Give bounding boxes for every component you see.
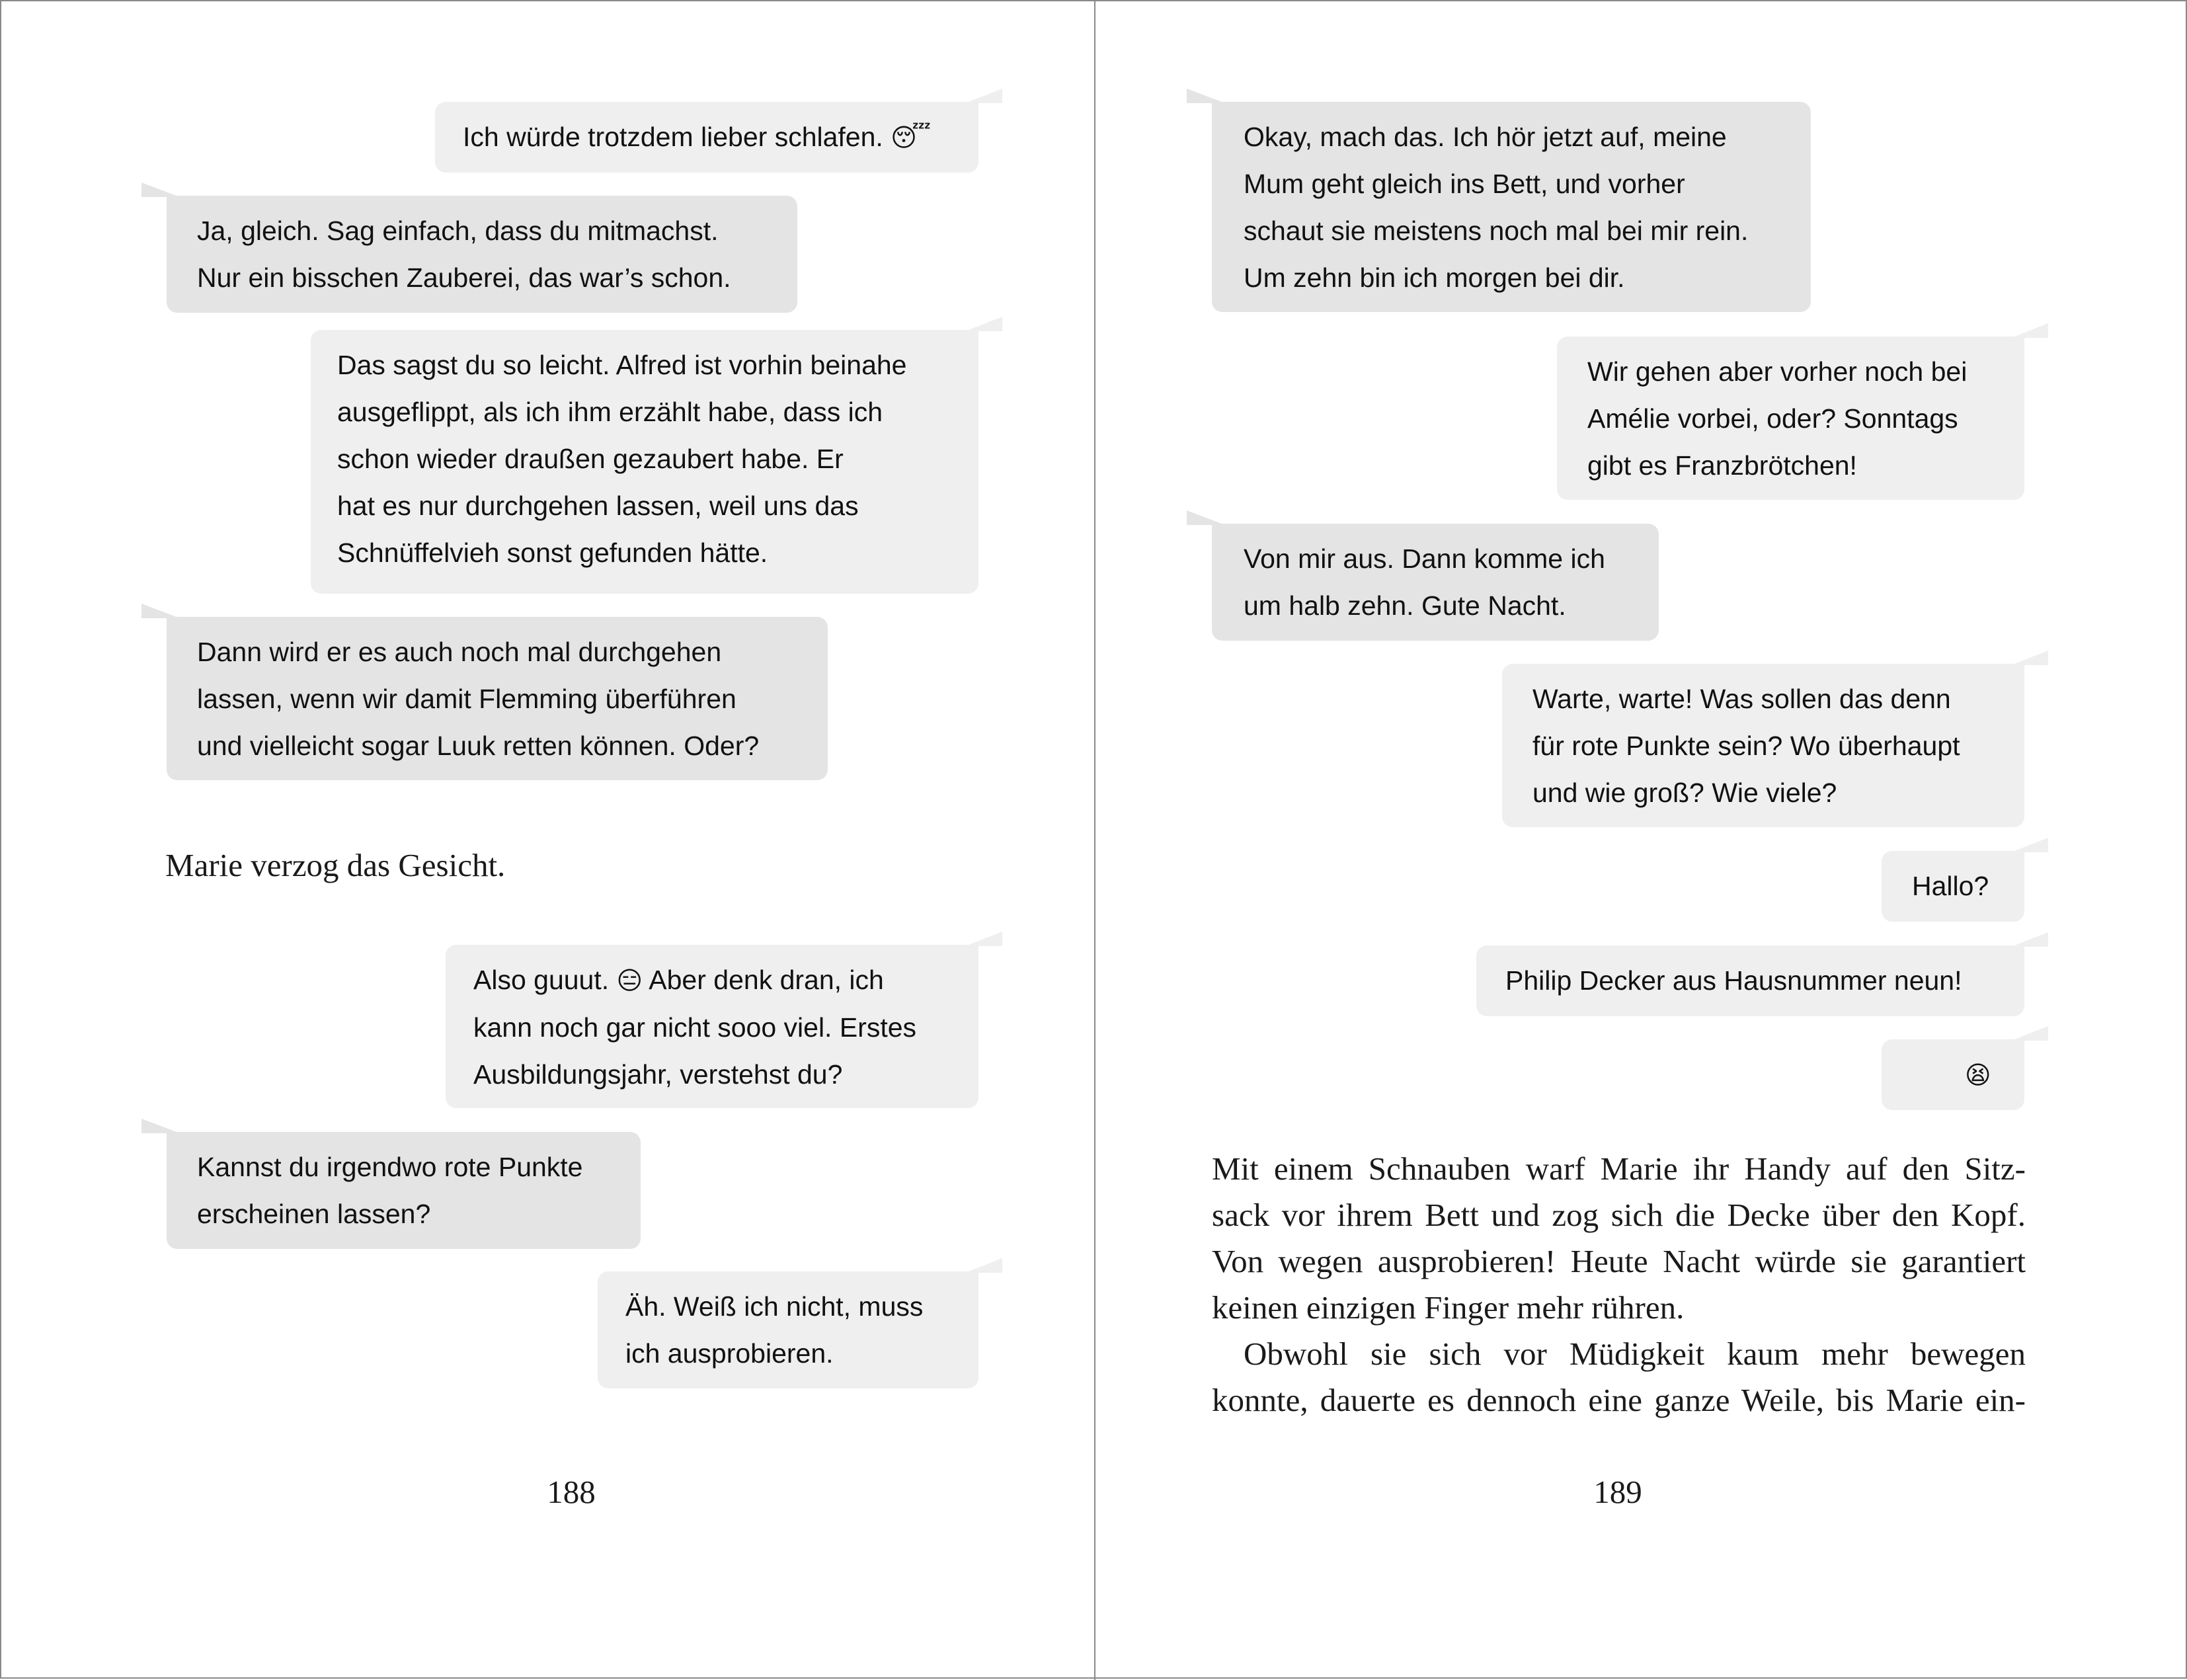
message-text: Hallo?	[1912, 871, 1989, 901]
paragraph	[1212, 1146, 2026, 1285]
chat-bubble-outgoing	[1882, 1039, 2024, 1110]
chat-bubble-incoming	[167, 196, 797, 313]
narration	[165, 842, 826, 889]
message-text: Okay, mach das. Ich hör jetzt auf, meine Mum geht gleich ins Bett, und vorher schaut sie meistens noch mal bei mir rein. Um zehn bin ich morgen bei dir.	[1244, 122, 1749, 293]
message-text: Warte, warte! Was sollen das denn für rote Punkte sein? Wo überhaupt und wie groß? Wie viele?	[1532, 684, 1960, 808]
chat-bubble-outgoing	[1502, 664, 2024, 827]
paragraph-end-line: keinen einzigen Finger mehr rühren.	[1212, 1289, 1685, 1326]
chat-bubble-outgoing	[1476, 945, 2024, 1016]
message-text: Von mir aus. Dann komme ich um halb zehn. Gute Nacht.	[1244, 543, 1605, 621]
chat-bubble-outgoing	[446, 945, 978, 1108]
message-text: Das sagst du so leicht. Alfred ist vorhin beinahe ausgeflippt, als ich ihm erzählt habe, dass ich schon wieder draußen gezaubert habe. Er hat es nur durchgehen lassen, weil uns das Schnüffelvieh sonst gefunden hätte.	[337, 350, 907, 568]
left-page	[1, 1, 1094, 1680]
message-text: Philip Decker aus Hausnummer neun!	[1505, 965, 1962, 996]
chat-bubble-outgoing	[598, 1271, 978, 1388]
sleeping-emoji-icon: 😴	[891, 123, 932, 152]
page-number: 189	[1593, 1474, 1642, 1510]
message-text: Äh. Weiß ich nicht, muss ich ausprobieren.	[625, 1291, 924, 1369]
body-text	[1212, 1146, 2026, 1423]
message-text: Wir gehen aber vorher noch bei Amélie vorbei, oder? Sonntags gibt es Franzbrötchen!	[1587, 356, 1968, 481]
message-text: Also guuut.	[473, 965, 617, 995]
text-line: Mit einem Schnauben warf Marie ihr Handy auf den Sitz-	[1212, 1150, 2026, 1187]
chat-bubble-incoming	[1212, 524, 1659, 641]
chat-bubble-incoming	[167, 617, 828, 780]
text-line: konnte, dauerte es dennoch eine ganze Weile, bis Marie ein-	[1212, 1382, 2026, 1418]
tired-face-emoji-icon: 😫	[1965, 1060, 1991, 1090]
message-text: Ich würde trotzdem lieber schlafen.	[463, 122, 891, 152]
chat-bubble-incoming	[1212, 102, 1811, 312]
chat-bubble-outgoing	[311, 330, 978, 594]
paragraph	[1212, 1331, 2026, 1423]
text-line: sack vor ihrem Bett und zog sich die Decke über den Kopf.	[1212, 1197, 2026, 1233]
chat-bubble-incoming	[167, 1132, 641, 1249]
chat-bubble-outgoing	[1882, 851, 2024, 922]
text-line: Obwohl sie sich vor Müdigkeit kaum mehr bewegen	[1244, 1336, 2026, 1372]
message-text: Ja, gleich. Sag einfach, dass du mitmachst. Nur ein bisschen Zauberei, das war’s schon.	[197, 216, 731, 293]
message-text: Kannst du irgendwo rote Punkte erscheinen lassen?	[197, 1152, 583, 1229]
message-text: Dann wird er es auch noch mal durchgehen lassen, wenn wir damit Flemming überführen und vielleicht sogar Luuk retten können. Oder?	[197, 637, 760, 761]
right-page	[1095, 1, 2187, 1680]
text-line: Von wegen ausprobieren! Heute Nacht würde sie garantiert	[1212, 1243, 2026, 1279]
page-number: 188	[547, 1474, 596, 1510]
chat-bubble-outgoing	[1557, 337, 2024, 500]
narration-text: Marie verzog das Gesicht.	[165, 847, 506, 883]
expressionless-emoji-icon: 😑	[616, 966, 643, 995]
message-text: Aber denk dran, ich kann noch gar nicht sooo viel. Erstes Ausbildungsjahr, verstehst du?	[473, 965, 917, 1090]
chat-bubble-outgoing	[435, 102, 978, 173]
